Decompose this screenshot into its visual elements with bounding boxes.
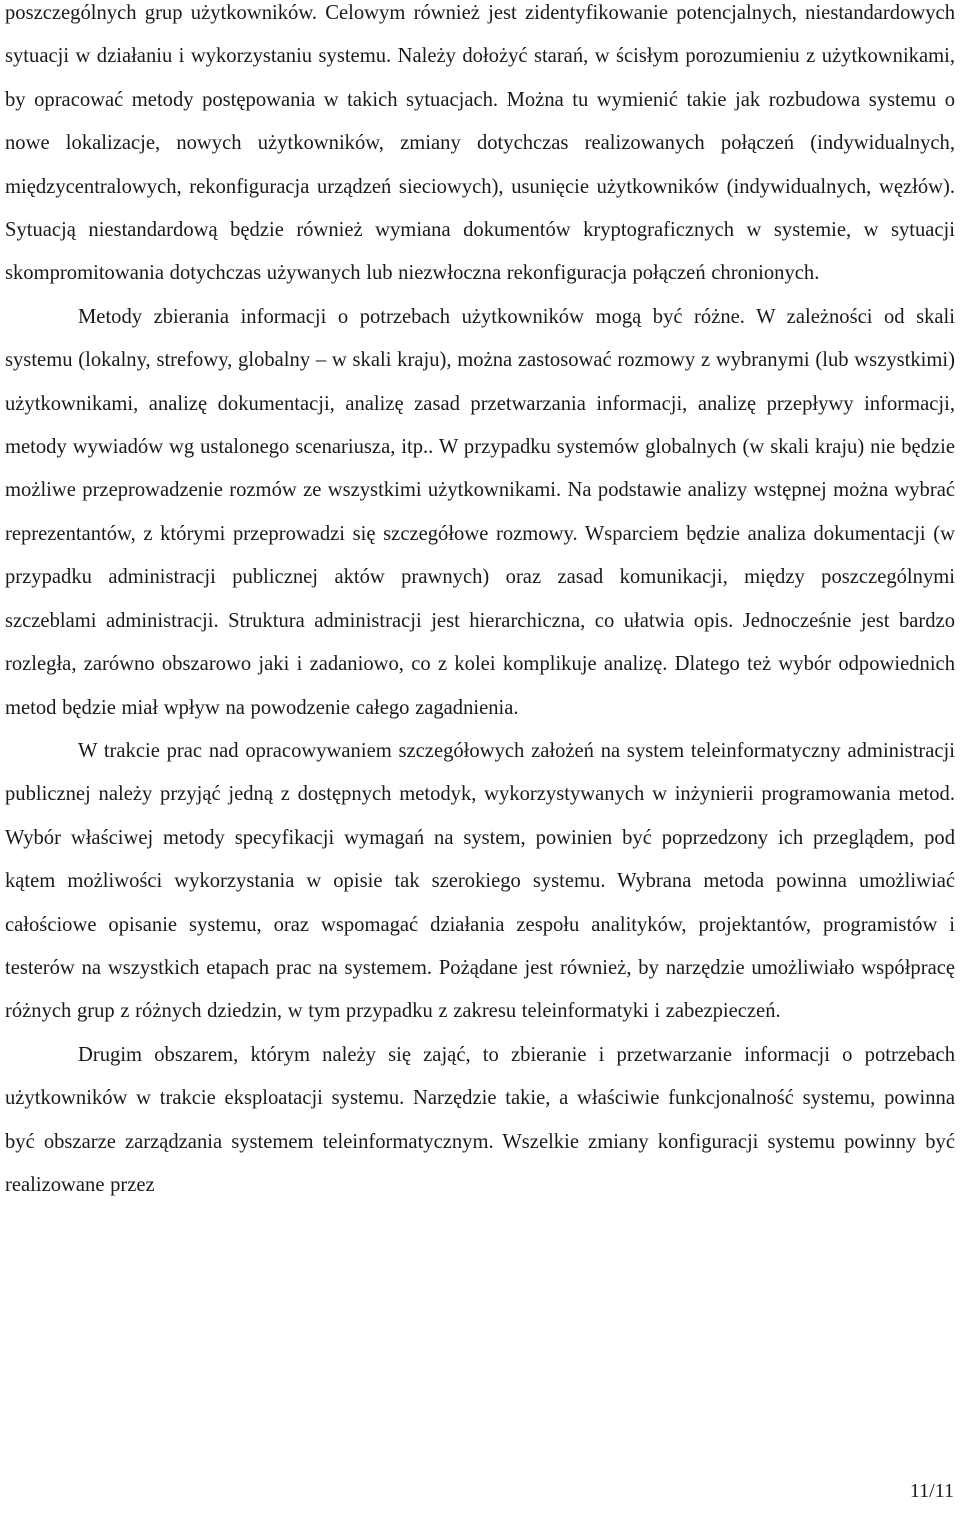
- paragraph-second-area: Drugim obszarem, którym należy się zająć, to zbieranie i przetwarzanie informacji o potrzebach użytkowników w trakcie eksploatacji systemu. Narzędzie takie, a właściwie funkcjonalność systemu, powinna być obszarze zarządzania systemem teleinformatycznym. Wszelkie zmiany konfiguracji systemu powinny być realizowane przez: [5, 1043, 955, 1196]
- paragraph-collection-methods: Metody zbierania informacji o potrzebach użytkowników mogą być różne. W zależności od skali systemu (lokalny, strefowy, globalny – w skali kraju), można zastosować rozmowy z wybranymi (lub wszystkimi) użytkownikami, analizę dokumentacji, analizę zasad przetwarzania informacji, analizę przepływy informacji, metody wywiadów wg ustalonego scenariusza, itp.. W przypadku systemów globalnych (w skali kraju) nie będzie możliwe przeprowadzenie rozmów ze wszystkimi użytkownikami. Na podstawie analizy wstępnej można wybrać reprezentantów, z którymi przeprowadzi się szczegółowe rozmowy. Wsparciem będzie analiza dokumentacji (w przypadku administracji publicznej aktów prawnych) oraz zasad komunikacji, między poszczególnymi szczeblami administracji. Struktura administracji jest hierarchiczna, co ułatwia opis. Jednocześnie jest bardzo rozległa, zarówno obszarowo jaki i zadaniowo, co z kolei komplikuje analizę. Dlatego też wybór odpowiednich metod będzie miał wpływ na powodzenie całego zagadnienia.: [5, 305, 955, 719]
- paragraph-continuation: poszczególnych grup użytkowników. Celowym również jest zidentyfikowanie potencjalnych, niestandardowych sytuacji w działaniu i wykorzystaniu systemu. Należy dołożyć starań, w ścisłym porozumieniu z użytkownikami, by opracować metody postępowania w takich sytuacjach. Można tu wymienić takie jak rozbudowa systemu o nowe lokalizacje, nowych użytkowników, zmiany dotychczas realizowanych połączeń (indywidualnych, międzycentralowych, rekonfiguracja urządzeń sieciowych), usunięcie użytkowników (indywidualnych, węzłów). Sytuacją niestandardową będzie również wymiana dokumentów kryptograficznych w systemie, w sytuacji skompromitowania dotychczas używanych lub niezwłoczna rekonfiguracja połączeń chronionych.: [5, 2, 955, 285]
- page-number: 11/11: [909, 1480, 954, 1502]
- paragraph-methodology: W trakcie prac nad opracowywaniem szczegółowych założeń na system teleinformatyczny administracji publicznej należy przyjąć jedną z dostępnych metodyk, wykorzystywanych w inżynierii programowania metod. Wybór właściwej metody specyfikacji wymagań na system, powinien być poprzedzony ich przeglądem, pod kątem możliwości wykorzystania w opisie tak szerokiego systemu. Wybrana metoda powinna umożliwiać całościowe opisanie systemu, oraz wspomagać działania zespołu analityków, projektantów, programistów i testerów na wszystkich etapach prac na systemem. Pożądane jest również, by narzędzie umożliwiało współpracę różnych grup z różnych dziedzin, w tym przypadku z zakresu teleinformatyki i zabezpieczeń.: [5, 739, 955, 1023]
- document-body: [5, 0, 955, 1207]
